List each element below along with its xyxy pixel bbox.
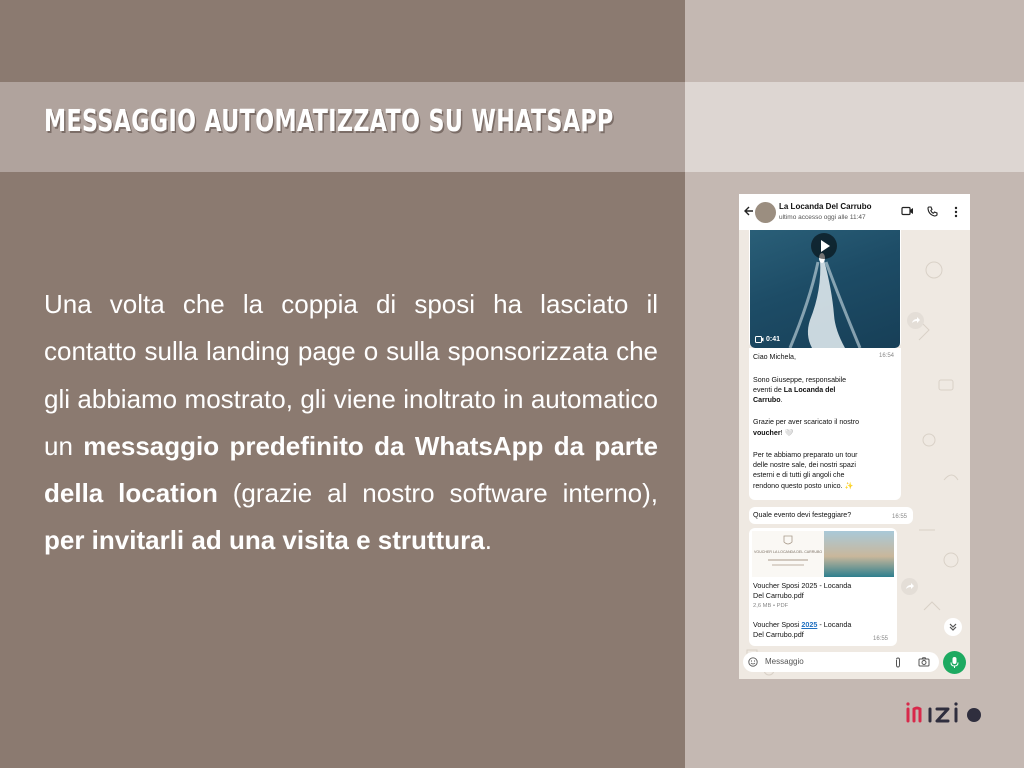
body-bold-1: messaggio predefinito da WhatsApp da parte della location <box>44 430 658 509</box>
pdf-message[interactable] <box>749 528 897 646</box>
attach-icon[interactable] <box>894 657 902 668</box>
pdf-preview[interactable] <box>752 531 894 577</box>
phone-call-icon[interactable] <box>927 206 938 217</box>
message-text: ! 🤍 <box>780 429 794 437</box>
message-line: delle nostre sale, dei nostri spazi <box>753 461 856 469</box>
pdf-filename[interactable]: Del Carrubo.pdf <box>753 591 804 600</box>
question-text: Quale evento devi festeggiare? <box>753 511 852 519</box>
message-text: . <box>780 396 783 404</box>
message-greeting: Ciao Michela, <box>753 353 796 361</box>
message-bold-text: voucher <box>753 429 781 437</box>
back-arrow-icon[interactable] <box>743 205 755 217</box>
slide-title: MESSAGGIO AUTOMATIZZATO SU WHATSAPP <box>44 104 614 139</box>
pdf-caption-line: Del Carrubo.pdf <box>753 630 804 639</box>
inizio-logo <box>906 701 988 729</box>
video-message[interactable] <box>749 230 901 348</box>
body-text-1: Una volta che la coppia di sposi ha lasciato il contatto sulla landing page o sulla sponsorizzata che gli abbiamo mostrato, gli viene inoltrato in automatico un <box>44 289 658 461</box>
message-bold-text: Carrubo <box>753 396 781 404</box>
message-input-bar[interactable] <box>743 652 939 672</box>
forward-button[interactable] <box>901 578 918 595</box>
message-line: Per te abbiamo preparato un tour <box>753 451 858 459</box>
camera-icon[interactable] <box>918 657 930 667</box>
message-line: esterni e di tutti gli angoli che <box>753 471 845 479</box>
voice-message-button[interactable] <box>943 651 966 674</box>
forward-button[interactable] <box>907 312 924 329</box>
caption-text: - Locanda <box>817 620 852 629</box>
contact-avatar[interactable] <box>755 202 776 223</box>
message-line <box>753 428 793 437</box>
message-line: rendono questo posto unico. ✨ <box>753 482 854 490</box>
body-bold-2: per invitarli ad una visita e struttura <box>44 525 485 556</box>
pdf-caption <box>753 620 851 629</box>
sticker-icon[interactable] <box>748 657 758 667</box>
crest-icon <box>783 535 793 547</box>
pdf-filename[interactable]: Voucher Sposi 2025 - Locanda <box>753 581 852 590</box>
body-text-2: (grazie al nostro software interno), <box>217 478 658 509</box>
video-duration: 0:41 <box>766 336 781 343</box>
video-camera-icon <box>755 336 764 343</box>
message-line <box>753 396 783 404</box>
title-band-accent <box>685 82 1024 172</box>
message-time: 16:54 <box>879 353 895 359</box>
video-call-icon[interactable] <box>901 206 914 216</box>
pdf-cover-page <box>752 531 824 577</box>
play-icon <box>811 233 837 259</box>
caption-link[interactable]: 2025 <box>801 620 818 629</box>
question-time: 16:55 <box>892 514 908 520</box>
pdf-preview-title: VOUCHER LA LOCANDA DEL CARRUBO <box>754 550 822 554</box>
pdf-preview-line <box>772 564 804 566</box>
last-seen-status: ultimo accesso oggi alle 11:47 <box>779 214 866 221</box>
pdf-preview-line <box>768 559 808 561</box>
message-input[interactable]: Messaggio <box>765 657 804 666</box>
contact-name[interactable]: La Locanda Del Carrubo <box>779 202 872 211</box>
message-text: eventi de <box>753 386 784 394</box>
play-button[interactable] <box>811 233 837 259</box>
forward-icon <box>901 578 918 595</box>
caption-text: Voucher Sposi <box>753 620 802 629</box>
message-line: Grazie per aver scaricato il nostro <box>753 418 860 426</box>
more-options-icon[interactable] <box>953 206 959 218</box>
message-line: Sono Giuseppe, responsabile <box>753 376 847 384</box>
message-line <box>753 386 835 394</box>
body-paragraph <box>44 281 658 565</box>
scroll-down-button[interactable] <box>944 618 962 636</box>
double-chevron-down-icon <box>944 618 962 636</box>
whatsapp-screenshot <box>739 194 970 679</box>
forward-icon <box>907 312 924 329</box>
body-text-3: . <box>484 525 492 556</box>
pdf-time: 16:55 <box>873 636 889 642</box>
text-message <box>749 348 901 500</box>
microphone-icon <box>943 651 966 674</box>
pdf-photo <box>824 531 894 577</box>
video-thumbnail[interactable] <box>750 230 900 348</box>
chat-header <box>739 194 970 230</box>
pdf-meta: 2,6 MB • PDF <box>753 603 789 609</box>
message-bold-text: La Locanda del <box>783 386 836 394</box>
question-message <box>749 507 913 524</box>
